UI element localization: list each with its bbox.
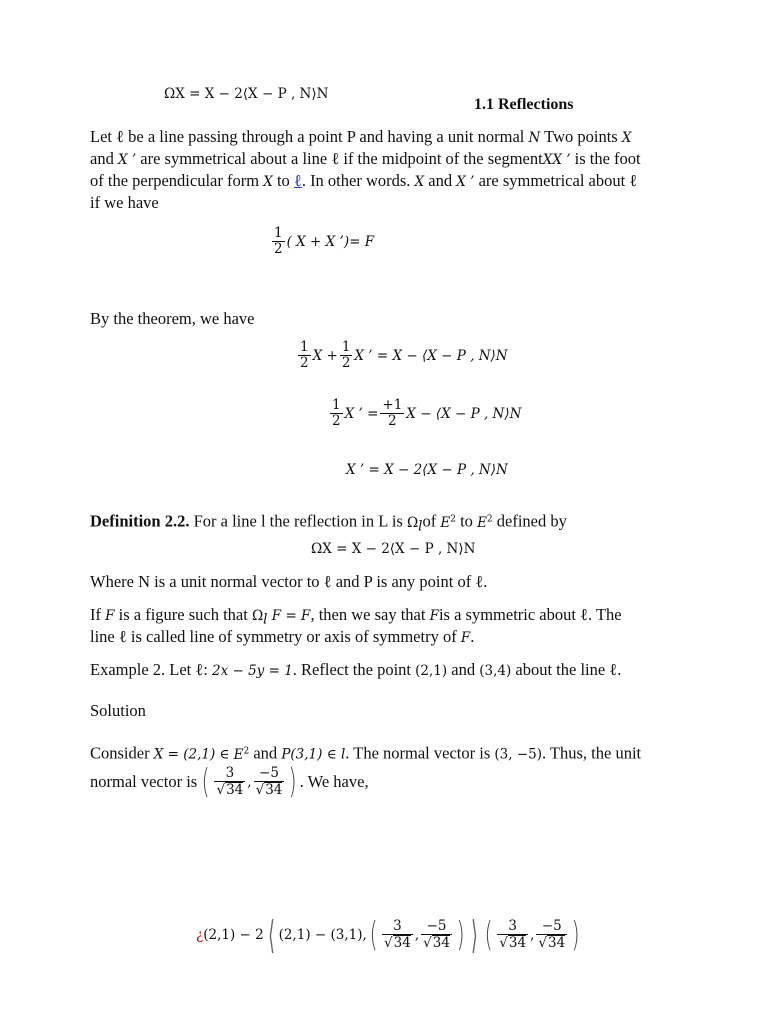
- e-squared: $E^2$: [477, 514, 493, 531]
- definition-line: Definition 2.2. For a line l the reflection in L is $\Omega_lof$ $E^2$ to $E^2$ defined by: [90, 511, 567, 535]
- omega-l-f: $\Omega_l$ F = F: [251, 608, 311, 628]
- para1-text: and: [90, 149, 114, 168]
- midpoint-body: ( X + X ’)= F: [286, 233, 375, 250]
- para1-text: are symmetrical about a line ℓ if the midpoint of the segment: [140, 149, 543, 168]
- unit-normal-x: $\frac{3}{√34}$: [216, 765, 244, 798]
- left-angle: ⟨: [267, 913, 275, 957]
- math-x: X: [414, 174, 425, 190]
- equation-1: $\frac{1}{2}$ X + $\frac{1}{2}$ X ’ = X − ⟨X − P , N⟩N: [300, 339, 508, 371]
- fraction: $\frac{3}{√34}$: [384, 918, 411, 951]
- where-line: Where N is a unit normal vector to ℓ and P is any point of ℓ.: [90, 572, 488, 591]
- half-fraction: $\frac{+1}{2}$: [382, 397, 403, 429]
- half-fraction: $\frac{1}{2}$: [300, 339, 309, 371]
- math-xprime: X ’: [456, 174, 475, 190]
- math-p-def: P(3,1) ∈ l: [281, 746, 346, 763]
- para1-line1: [90, 126, 631, 149]
- para1-text: . In other words.: [301, 171, 411, 190]
- para1-text: Two points: [544, 127, 618, 146]
- math-f: F: [429, 608, 439, 624]
- equation-2: $\frac{1}{2}$ X ’ = $\frac{+1}{2}$ X − ⟨X − P , N⟩N: [332, 397, 522, 429]
- point-1: (2,1): [415, 663, 448, 679]
- normal-vector: (3, −5): [494, 746, 542, 763]
- solution-label: Solution: [90, 701, 146, 720]
- para1-text: of the perpendicular form: [90, 171, 260, 190]
- right-angle: ⟩: [471, 913, 478, 957]
- line-equation: 2x − 5y = 1: [212, 663, 293, 679]
- math-f: F: [105, 608, 115, 624]
- e-squared: $E^2$: [440, 514, 456, 531]
- math-n: N: [528, 130, 541, 146]
- half-fraction: $\frac{1}{2}$: [274, 225, 283, 257]
- math-xprime: X ’: [117, 152, 137, 168]
- math-xxprime: XX ’: [542, 152, 571, 168]
- consider-line-1: Consider X = (2,1) ∈ $E^2$ and P(3,1) ∈ l. The normal vector is (3, −5). Thus, the unit: [90, 743, 642, 763]
- theorem-line: By the theorem, we have: [90, 309, 255, 328]
- para1-text: to: [276, 171, 290, 190]
- left-paren: (: [201, 762, 210, 802]
- ell-link[interactable]: ℓ: [293, 171, 302, 190]
- para1-text: are symmetrical about ℓ: [478, 171, 638, 190]
- fraction: $\frac{-5}{√34}$: [423, 918, 450, 951]
- fraction: $\frac{3}{√34}$: [499, 918, 527, 951]
- math-x: X: [621, 130, 632, 146]
- if-line-2: line ℓ is called line of symmetry or axis of symmetry of F.: [90, 627, 475, 646]
- para1-text: is the foot: [574, 149, 641, 168]
- math-x-def: X = (2,1) ∈: [153, 746, 230, 763]
- e-squared: $E^2$: [233, 746, 250, 763]
- point-2: (3,4): [479, 663, 512, 679]
- para1-line4: if we have: [90, 193, 159, 212]
- para1-line3: [90, 170, 637, 193]
- definition-formula: ΩX = X − 2⟨X − P , N⟩N: [311, 541, 476, 557]
- right-paren: ): [289, 762, 297, 802]
- midpoint-equation: [270, 226, 374, 257]
- example-line: Example 2. Let ℓ: 2x − 5y = 1. Reflect the point (2,1) and (3,4) about the line ℓ.: [90, 660, 622, 679]
- definition-label: Definition 2.2.: [90, 511, 190, 531]
- math-f: F: [460, 630, 471, 646]
- consider-line-2: normal vector is ( $\frac{3}{√34}$ , $\frac{-5}{√34}$ ) . We have,: [90, 762, 369, 802]
- if-line-1: If F is a figure such that $\Omega_l$ F = F, then we say that Fis a symmetric about ℓ. The: [90, 605, 622, 628]
- para1-text: Let ℓ be a line passing through a point P and having a unit normal: [90, 127, 525, 146]
- half-fraction: $\frac{1}{2}$: [332, 397, 341, 429]
- section-heading: 1.1 Reflections: [474, 96, 574, 113]
- half-fraction: $\frac{1}{2}$: [341, 339, 351, 371]
- bottom-equation: ¿ (2,1) − 2 ⟨ (2,1) − (3,1), ( $\frac{3}{√34}$ , $\frac{-5}{√34}$ ) ⟩ ( $\frac{3}{√34}$ , $\frac{-5}{√34}$ ): [196, 913, 580, 957]
- omega-l: $\Omega_l$: [406, 514, 423, 535]
- math-x: X: [263, 174, 273, 190]
- fraction: $\frac{-5}{√34}$: [538, 918, 566, 951]
- para1-text: and: [428, 171, 453, 190]
- para1-line2: [90, 148, 641, 171]
- missing-glyph: ¿: [196, 927, 204, 943]
- equation-3: X ’ = X − 2⟨X − P , N⟩N: [346, 462, 508, 478]
- top-formula: ΩX = X − 2⟨X − P , N⟩N: [164, 86, 329, 102]
- unit-normal-y: $\frac{-5}{√34}$: [255, 765, 283, 798]
